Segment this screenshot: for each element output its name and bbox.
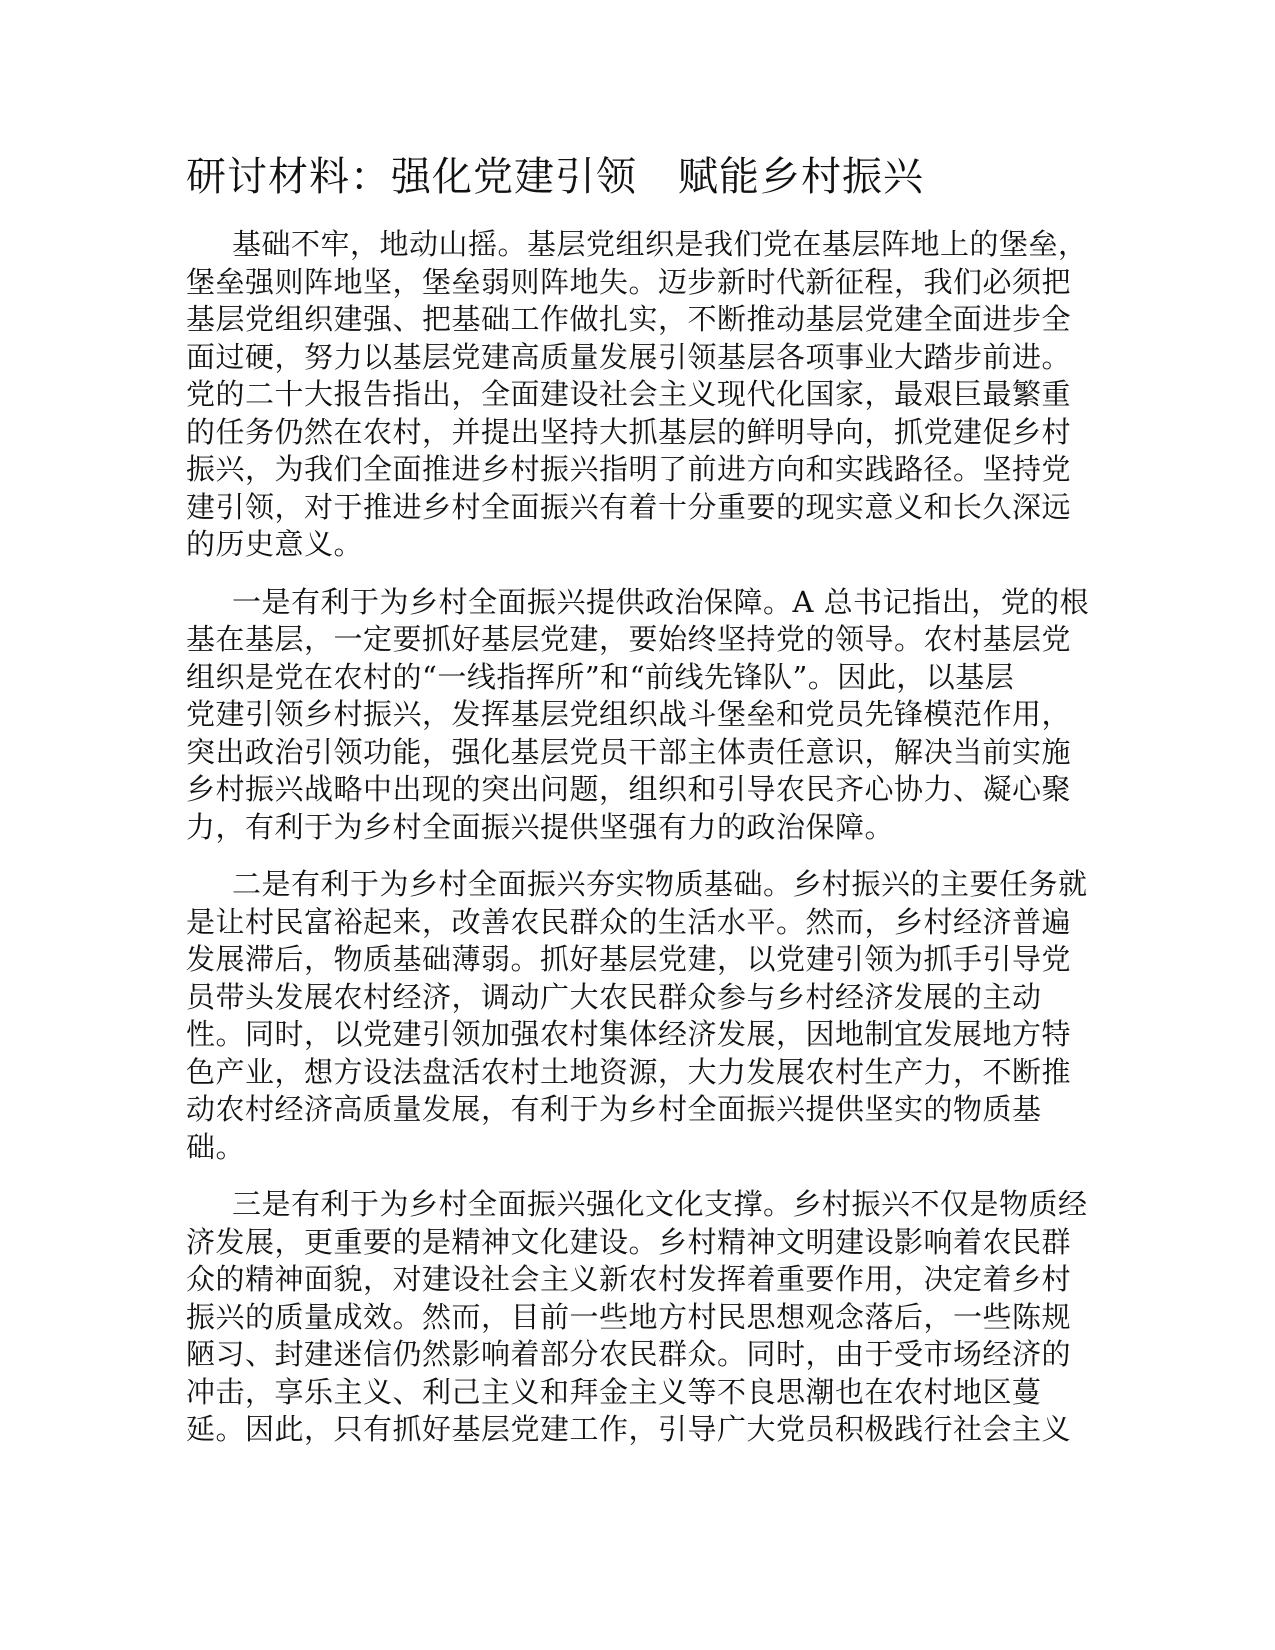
text-line: 的任务仍然在农村，并提出坚持大抓基层的鲜明导向，抓党建促乡村 [186,414,1072,449]
text-line: 乡村振兴战略中出现的突出问题，组织和引导农民齐心协力、凝心聚 [186,772,1072,806]
text-line: 力，有利于为乡村全面振兴提供坚强有力的政治保障。 [186,809,895,844]
text-line: 众的精神面貌，对建设社会主义新农村发挥着重要作用，决定着乡村 [186,1262,1072,1296]
text-line: 党的二十大报告指出，全面建设社会主义现代化国家，最艰巨最繁重 [186,377,1072,411]
text-line: 一是有利于为乡村全面振兴提供政治保障。A 总书记指出，党的根 [232,584,1090,619]
text-line: 延。因此，只有抓好基层党建工作，引导广大党员积极践行社会主义 [186,1412,1072,1446]
document-title: 研讨材料：强化党建引领 赋能乡村振兴 [186,154,924,200]
text-line: 三是有利于为乡村全面振兴强化文化支撑。乡村振兴不仅是物质经 [232,1187,1088,1221]
document-page [186,150,1090,1469]
paragraph-material-foundation [186,866,1086,1166]
text-line: 振兴，为我们全面推进乡村振兴指明了前进方向和实践路径。坚持党 [186,452,1072,486]
text-line: 突出政治引领功能，强化基层党员干部主体责任意识，解决当前实施 [186,734,1072,769]
text-line: 组织是党在农村的“一线指挥所”和“前线先锋队”。因此，以基层 [186,659,1015,694]
text-line: 的历史意义。 [186,527,364,561]
text-line: 动农村经济高质量发展，有利于为乡村全面振兴提供坚实的物质基 [186,1092,1042,1126]
paragraph-intro [186,226,1086,564]
text-line: 冲击，享乐主义、利己主义和拜金主义等不良思潮也在农村地区蔓 [186,1374,1042,1409]
text-line: 员带头发展农村经济，调动广大农民群众参与乡村经济发展的主动 [186,979,1042,1014]
paragraph-cultural-support [186,1186,1086,1449]
paragraph-political-guarantee [186,584,1090,847]
text-line: 面过硬，努力以基层党建高质量发展引领基层各项事业大踏步前进。 [186,339,1072,374]
text-line: 础。 [186,1129,246,1164]
text-line: 性。同时，以党建引领加强农村集体经济发展，因地制宜发展地方特 [186,1017,1072,1051]
text-line: 基础不牢，地动山摇。基层党组织是我们党在基层阵地上的堡垒， [232,227,1088,261]
text-line: 陋习、封建迷信仍然影响着部分农民群众。同时，由于受市场经济的 [186,1337,1072,1371]
text-line: 二是有利于为乡村全面振兴夯实物质基础。乡村振兴的主要任务就 [232,867,1088,901]
text-line: 建引领，对于推进乡村全面振兴有着十分重要的现实意义和长久深远 [186,489,1072,524]
text-line: 色产业，想方设法盘活农村土地资源，大力发展农村生产力，不断推 [186,1054,1072,1089]
text-line: 发展滞后，物质基础薄弱。抓好基层党建，以党建引领为抓手引导党 [186,942,1072,976]
text-line: 党建引领乡村振兴，发挥基层党组织战斗堡垒和党员先锋模范作用， [186,697,1072,731]
text-line: 济发展，更重要的是精神文化建设。乡村精神文明建设影响着农民群 [186,1224,1072,1259]
text-line: 振兴的质量成效。然而，目前一些地方村民思想观念落后，一些陈规 [186,1299,1072,1334]
text-line: 基在基层，一定要抓好基层党建，要始终坚持党的领导。农村基层党 [186,622,1072,656]
text-line: 是让村民富裕起来，改善农民群众的生活水平。然而，乡村经济普遍 [186,904,1072,939]
text-line: 基层党组织建强、把基础工作做扎实，不断推动基层党建全面进步全 [186,302,1072,336]
text-line: 堡垒强则阵地坚，堡垒弱则阵地失。迈步新时代新征程，我们必须把 [186,264,1072,299]
